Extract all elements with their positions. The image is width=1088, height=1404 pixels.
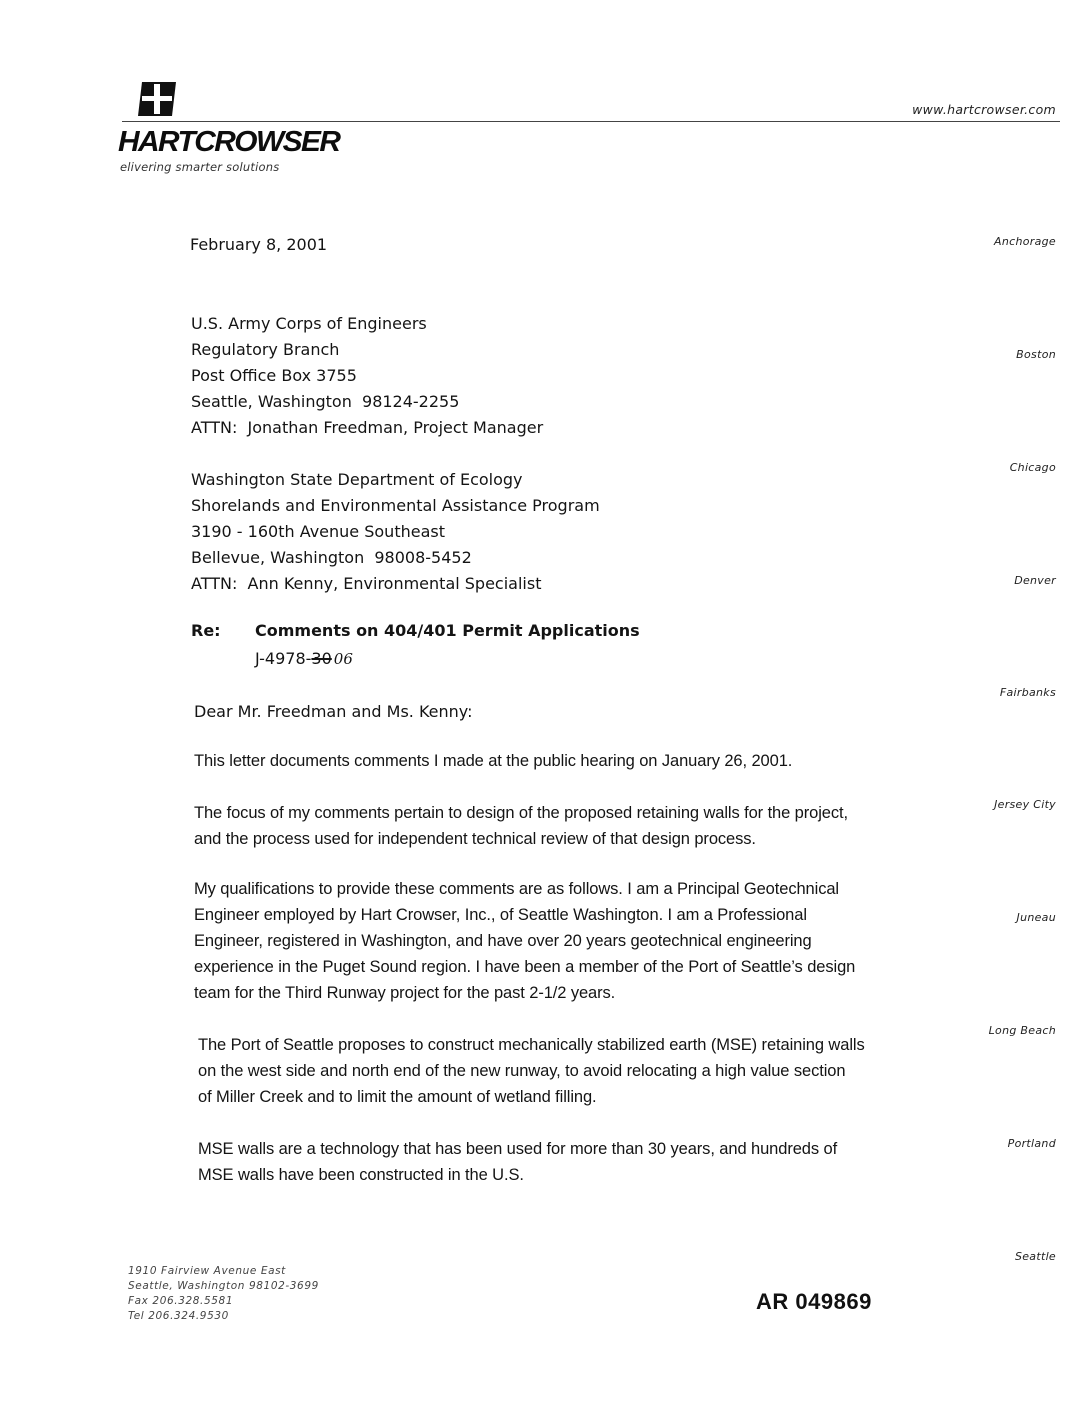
office-denver: Denver bbox=[1014, 574, 1056, 587]
ar-stamp: AR 049869 bbox=[756, 1289, 872, 1314]
paragraph-line: The Port of Seattle proposes to construct mechanically stabilized earth (MSE) retaining walls bbox=[198, 1036, 865, 1054]
address-line: Regulatory Branch bbox=[191, 340, 340, 359]
address-line: Bellevue, Washington 98008-5452 bbox=[191, 548, 472, 567]
re-label: Re: bbox=[191, 621, 221, 640]
footer-address-line: Seattle, Washington 98102-3699 bbox=[128, 1280, 319, 1292]
address-line: U.S. Army Corps of Engineers bbox=[191, 314, 427, 333]
address-line: ATTN: Jonathan Freedman, Project Manager bbox=[191, 418, 544, 437]
project-handwritten-suffix: 06 bbox=[333, 650, 353, 668]
office-fairbanks: Fairbanks bbox=[999, 686, 1056, 699]
address-line: 3190 - 160th Avenue Southeast bbox=[191, 522, 445, 541]
recipient-address-corps bbox=[191, 311, 543, 441]
website-url: www.hartcrowser.com bbox=[912, 102, 1056, 117]
paragraph-line: experience in the Puget Sound region. I have been a member of the Port of Seattle’s design bbox=[194, 958, 856, 976]
paragraph-2 bbox=[194, 800, 954, 852]
recipient-address-ecology bbox=[191, 467, 600, 597]
office-chicago: Chicago bbox=[1009, 461, 1056, 474]
paragraph-line: This letter documents comments I made at the public hearing on January 26, 2001. bbox=[194, 752, 793, 770]
office-jersey-city: Jersey City bbox=[994, 798, 1056, 811]
salutation: Dear Mr. Freedman and Ms. Kenny: bbox=[194, 702, 473, 721]
paragraph-line: MSE walls are a technology that has been used for more than 30 years, and hundreds of bbox=[198, 1140, 838, 1158]
address-line: Shorelands and Environmental Assistance Program bbox=[191, 496, 600, 515]
address-line: ATTN: Ann Kenny, Environmental Specialist bbox=[191, 574, 542, 593]
footer-address bbox=[128, 1264, 319, 1324]
paragraph-line: Engineer employed by Hart Crowser, Inc., of Seattle Washington. I am a Professional bbox=[194, 906, 807, 924]
paragraph-line: of Miller Creek and to limit the amount of wetland filling. bbox=[198, 1088, 597, 1106]
project-struck-suffix: 30 bbox=[311, 649, 332, 668]
office-seattle: Seattle bbox=[1014, 1250, 1056, 1263]
project-prefix: J-4978- bbox=[255, 649, 312, 668]
paragraph-5 bbox=[198, 1136, 958, 1188]
paragraph-line: The focus of my comments pertain to design of the proposed retaining walls for the project, bbox=[194, 804, 848, 822]
office-anchorage: Anchorage bbox=[994, 235, 1056, 248]
paragraph-1 bbox=[194, 748, 954, 774]
paragraph-line: MSE walls have been constructed in the U.S. bbox=[198, 1166, 524, 1184]
footer-fax: Fax 206.328.5581 bbox=[128, 1295, 234, 1307]
brand-tagline: elivering smarter solutions bbox=[120, 160, 280, 174]
footer-address-line: 1910 Fairview Avenue East bbox=[128, 1265, 286, 1277]
subject-line bbox=[191, 621, 640, 640]
brand-name: HARTCROWSER bbox=[118, 126, 340, 158]
office-boston: Boston bbox=[1016, 348, 1056, 361]
paragraph-line: My qualifications to provide these comments are as follows. I am a Principal Geotechnical bbox=[194, 880, 839, 898]
footer-phone: Tel 206.324.9530 bbox=[128, 1310, 229, 1322]
hartcrowser-logo-icon bbox=[138, 82, 176, 116]
subject-text: Comments on 404/401 Permit Applications bbox=[255, 621, 640, 640]
address-line: Washington State Department of Ecology bbox=[191, 470, 523, 489]
paragraph-line: on the west side and north end of the new runway, to avoid relocating a high value section bbox=[198, 1062, 846, 1080]
paragraph-line: Engineer, registered in Washington, and have over 20 years geotechnical engineering bbox=[194, 932, 812, 950]
paragraph-line: team for the Third Runway project for the past 2-1/2 years. bbox=[194, 984, 616, 1002]
paragraph-line: and the process used for independent technical review of that design process. bbox=[194, 830, 756, 848]
letter-date: February 8, 2001 bbox=[190, 235, 328, 254]
paragraph-4 bbox=[198, 1032, 958, 1110]
office-juneau: Juneau bbox=[1016, 911, 1056, 924]
header-divider bbox=[122, 121, 1060, 122]
office-long-beach: Long Beach bbox=[988, 1024, 1056, 1037]
address-line: Post Office Box 3755 bbox=[191, 366, 357, 385]
project-number bbox=[255, 647, 353, 671]
office-portland: Portland bbox=[1007, 1137, 1056, 1150]
paragraph-3 bbox=[194, 876, 954, 1006]
address-line: Seattle, Washington 98124-2255 bbox=[191, 392, 460, 411]
